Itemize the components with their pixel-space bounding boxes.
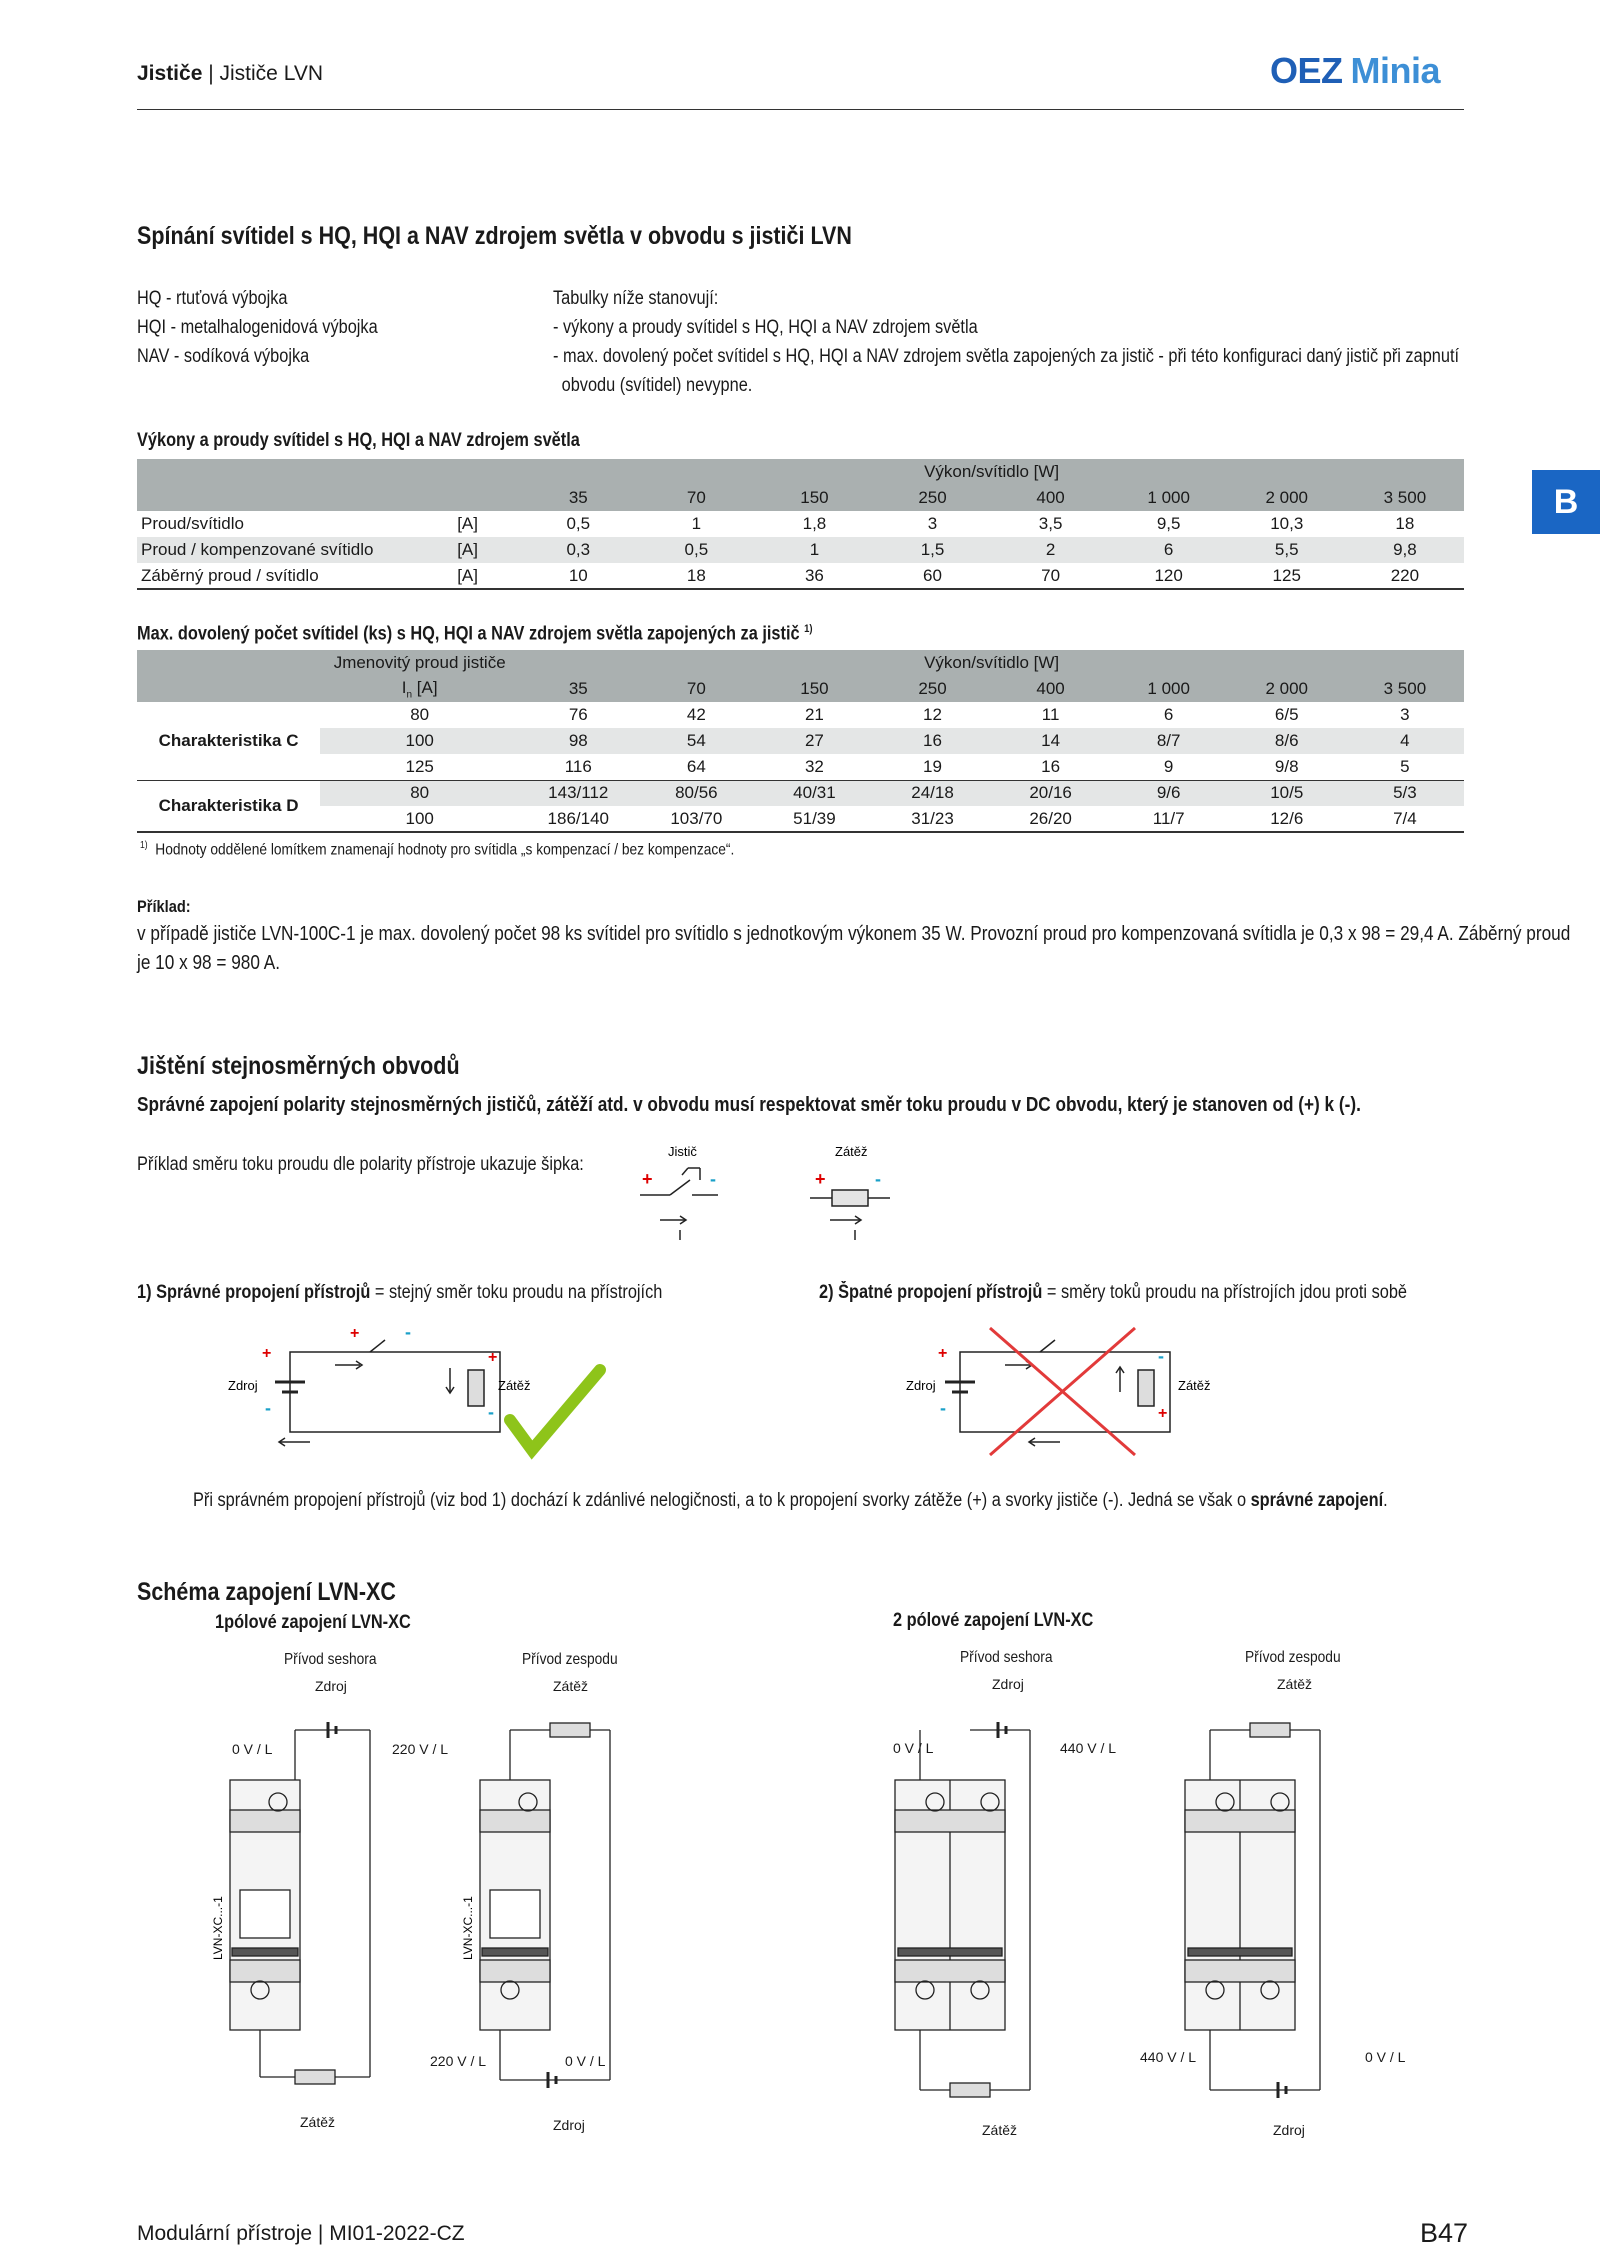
svg-text:-: - [1158, 1346, 1164, 1366]
svg-text:+: + [938, 1345, 948, 1362]
page-number: B47 [1420, 2218, 1469, 2248]
label-load: Zátěž [835, 1144, 868, 1159]
svg-text:+: + [815, 1169, 826, 1189]
svg-text:LVN-XC...-1: LVN-XC...-1 [461, 1896, 475, 1960]
svg-text:-: - [405, 1322, 411, 1342]
wrong-connection-heading: 2) Špatné propojení přístrojů = směry toků proudu na přístrojích jdou proti sobě [819, 1282, 1407, 1303]
svg-text:-: - [488, 1402, 494, 1422]
table-row: Charakteristika D 80 143/112 80/56 40/31 24/18 20/16 9/6 10/5 5/3 [137, 780, 1464, 806]
feed-bottom-1p: Přívod zespodu [522, 1651, 618, 1668]
table2-title: Max. dovolený počet svítidel (ks) s HQ, HQI a NAV zdrojem světla zapojených za jistič $^{1)}$ [137, 623, 813, 645]
correct-circuit-diagram [220, 1310, 620, 1460]
rated-current-header: Jmenovitý proud jističe [333, 653, 506, 672]
svg-text:-: - [940, 1398, 946, 1418]
table-row: 125 116 64 32 19 16 9 9/8 5 [405, 756, 1410, 776]
svg-text:+: + [262, 1345, 272, 1362]
cross-icon [990, 1328, 1135, 1455]
intro-text: Tabulky níže stanovují: - výkony a proudy svítidel s HQ, HQI a NAV zdrojem světla - max. dovolený počet svítidel s HQ, HQI a NAV zdrojem světla zapojených za jistič - při této konfiguraci daný jistič při zapnutí obvodu (svítidel) nevypne. [553, 288, 1460, 396]
header-divider [137, 109, 1464, 110]
svg-text:-: - [875, 1169, 881, 1189]
breadcrumb-subsection: Jističe LVN [219, 62, 323, 85]
table-footnote: $^{1)}$ Hodnoty oddělené lomítkem znamenají hodnoty pro svítidla „s kompenzací / bez kompenzace“. [140, 840, 735, 859]
table-row: 100 186/140 103/70 51/39 31/23 26/20 11/7 12/6 7/4 [137, 806, 1464, 832]
table-row: 100 98 54 27 16 14 8/7 8/6 4 [137, 728, 1464, 754]
section-title-dc: Jištění stejnosměrných obvodů [137, 1052, 460, 1080]
dc-note: Při správném propojení přístrojů (viz bod 1) dochází k zdánlivé nelogičnosti, a to k propojení svorky zátěže (+) a svorky jističe (-). Jedná se však o správné zapojení. [193, 1490, 1388, 1511]
characteristic-c: Charakteristika C [137, 702, 320, 780]
max-lamps-table: Jmenovitý proud jističe Výkon/svítidlo [W] $I_n$ [A] 35 70 150 250 400 1 000 2 000 3 500 Charakteristika C 80 76 42 21 12 11 6 6/5 3 100 98 54 27 16 14 8/7 8/6 4 125 116 64 32 19 16 9 9/8 5 Charakteristika D 80 143/112 80/56 40/31 24/18 20/16 9/6 10/5 5/3 100 186/140 103/70 51/39 31/23 26/20 11/7 12/6 7/4 [137, 650, 1464, 833]
svg-text:Zdroj: Zdroj [906, 1378, 936, 1393]
table1-group-header: Výkon/svítidlo [W] [924, 462, 1060, 481]
svg-text:LVN-XC...-1: LVN-XC...-1 [211, 1896, 225, 1960]
svg-text:Zdroj: Zdroj [228, 1378, 258, 1393]
power-current-table: Výkon/svítidlo [W] 35 70 150 250 400 1 000 2 000 3 500 Proud/svítidlo [A] 0,5 1 1,8 3 3,5 9,5 10,3 18 Proud / kompenzované svítidlo [A] 0,3 0,5 1 1,5 2 6 5,5 9,8 Záběrný proud / svítidlo [A] 10 18 36 60 70 120 125 220 [137, 459, 1464, 590]
svg-text:Zátěž: Zátěž [498, 1378, 531, 1393]
svg-text:-: - [265, 1398, 271, 1418]
breadcrumb-section: Jističe [137, 62, 203, 85]
example-text: v případě jističe LVN-100C-1 je max. dovolený počet 98 ks svítidel pro svítidlo s jednotkovým výkonem 35 W. Provozní proud pro kompenzovaná svítidla je 0,3 x 98 = 29,4 A. Záběrný proud je 10 x 98 = 980 A. [137, 923, 1571, 974]
svg-text:+: + [642, 1169, 653, 1189]
arrow-example-text: Příklad směru toku proudu dle polarity přístroje ukazuje šipka: [137, 1154, 584, 1175]
single-pole-title: 1pólové zapojení LVN-XC [215, 1612, 411, 1633]
svg-text:+: + [1158, 1405, 1168, 1422]
example-title: Příklad: [137, 897, 191, 916]
section-tab[interactable]: B [1532, 470, 1600, 534]
svg-text:+: + [488, 1349, 498, 1366]
table1-title: Výkony a proudy svítidel s HQ, HQI a NAV zdrojem světla [137, 430, 580, 451]
wiring-schematics [150, 1690, 1450, 2110]
polarity-symbols [620, 1140, 920, 1250]
section-title-lamps: Spínání svítidel s HQ, HQI a NAV zdrojem světla v obvodu s jističi LVN [137, 222, 852, 250]
svg-text:-: - [710, 1169, 716, 1189]
breadcrumb: Jističe | Jističe LVN [137, 62, 323, 85]
label-breaker: Jistič [668, 1144, 697, 1159]
correct-connection-heading: 1) Správné propojení přístrojů = stejný směr toku proudu na přístrojích [137, 1282, 663, 1303]
feed-bottom-2p: Přívod zespodu [1245, 1649, 1341, 1666]
section-title-schema: Schéma zapojení LVN-XC [137, 1578, 396, 1606]
svg-text:Zátěž: Zátěž [1178, 1378, 1211, 1393]
table-row: Proud/svítidlo [A] 0,5 1 1,8 3 3,5 9,5 10,3 18 [141, 514, 1415, 533]
two-pole-title: 2 pólové zapojení LVN-XC [893, 1610, 1094, 1631]
table-row: Charakteristika C 80 76 42 21 12 11 6 6/5 3 [137, 702, 1464, 728]
brand-logo: OEZ Minia [1270, 50, 1441, 91]
svg-text:+: + [350, 1325, 360, 1342]
definitions: HQ - rtuťová výbojka HQI - metalhalogenidová výbojka NAV - sodíková výbojka [137, 288, 378, 367]
wrong-circuit-diagram [890, 1310, 1220, 1460]
table-row: Záběrný proud / svítidlo [A] 10 18 36 60 70 120 125 220 [137, 563, 1464, 589]
footer-catalog: Modulární přístroje | MI01-2022-CZ [137, 2222, 465, 2245]
feed-top-1p: Přívod seshora [284, 1651, 377, 1668]
feed-top-2p: Přívod seshora [960, 1649, 1053, 1666]
dc-polarity-rule: Správné zapojení polarity stejnosměrných jističů, zátěží atd. v obvodu musí respektovat směr toku proudu v DC obvodu, který je stanoven od (+) k (-). [137, 1094, 1361, 1116]
characteristic-d: Charakteristika D [137, 780, 320, 832]
table-row: Proud / kompenzované svítidlo [A] 0,3 0,5 1 1,5 2 6 5,5 9,8 [137, 537, 1464, 563]
